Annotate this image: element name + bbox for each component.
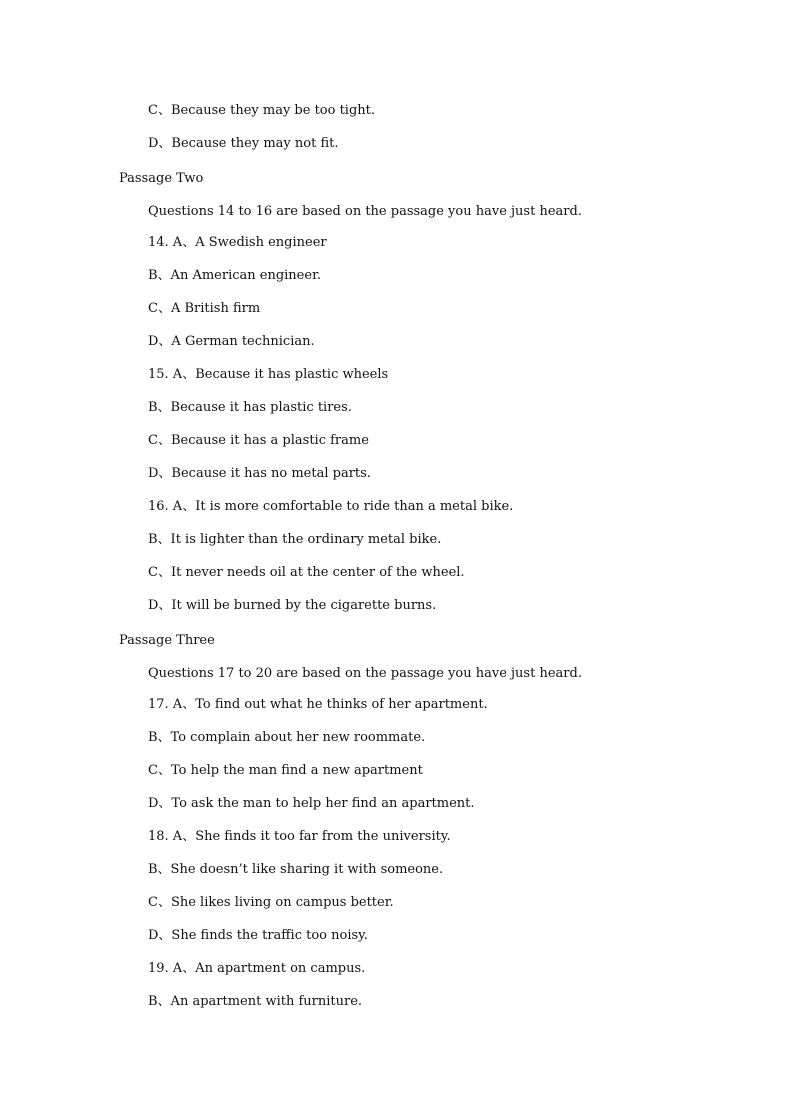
q17-option-b: B、To complain about her new roommate.	[148, 730, 426, 745]
q16-option-a: 16. A、It is more comfortable to ride than a metal bike.	[148, 499, 514, 514]
q14-option-a: 14. A、A Swedish engineer	[148, 235, 327, 250]
q16-option-b: B、It is lighter than the ordinary metal bike.	[148, 532, 442, 547]
passage-two-heading: Passage Two	[119, 171, 204, 186]
q18-option-a: 18. A、She finds it too far from the university.	[148, 829, 451, 844]
q15-option-d: D、Because it has no metal parts.	[148, 466, 371, 481]
q19-option-a: 19. A、An apartment on campus.	[148, 961, 366, 976]
passage-three-instruction: Questions 17 to 20 are based on the passage you have just heard.	[148, 666, 582, 681]
q18-option-c: C、She likes living on campus better.	[148, 895, 394, 910]
q17-option-c: C、To help the man find a new apartment	[148, 763, 423, 778]
q14-option-c: C、A British firm	[148, 301, 261, 316]
q16-option-c: C、It never needs oil at the center of the wheel.	[148, 565, 465, 580]
q16-option-d: D、It will be burned by the cigarette burns.	[148, 598, 437, 613]
q15-option-a: 15. A、Because it has plastic wheels	[148, 367, 389, 382]
option-d-previous: D、Because they may not fit.	[148, 136, 339, 151]
option-c-previous: C、Because they may be too tight.	[148, 103, 376, 118]
q14-option-b: B、An American engineer.	[148, 268, 321, 283]
q17-option-d: D、To ask the man to help her find an apartment.	[148, 796, 475, 811]
q15-option-c: C、Because it has a plastic frame	[148, 433, 369, 448]
q17-option-a: 17. A、To find out what he thinks of her apartment.	[148, 697, 488, 712]
passage-three-heading: Passage Three	[119, 633, 215, 648]
q18-option-d: D、She finds the traffic too noisy.	[148, 928, 368, 943]
q14-option-d: D、A German technician.	[148, 334, 315, 349]
q15-option-b: B、Because it has plastic tires.	[148, 400, 352, 415]
q19-option-b: B、An apartment with furniture.	[148, 994, 363, 1009]
passage-two-instruction: Questions 14 to 16 are based on the passage you have just heard.	[148, 204, 582, 219]
q18-option-b: B、She doesn’t like sharing it with someone.	[148, 862, 444, 877]
